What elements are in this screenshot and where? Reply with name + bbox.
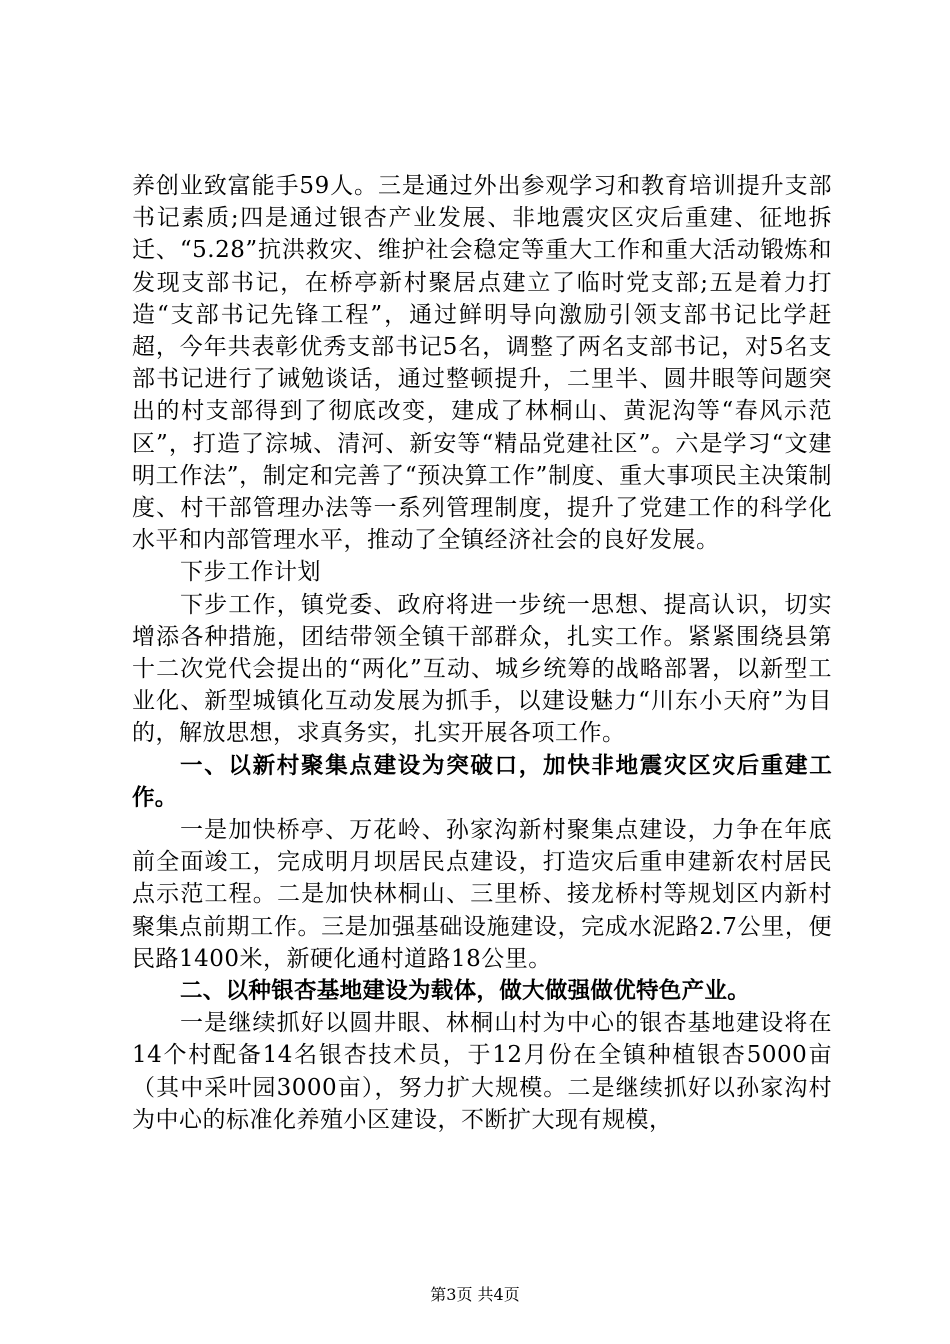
section-label-next-steps: 下步工作计划: [180, 559, 321, 586]
paragraph-continuation: 养创业致富能手59人。三是通过外出参观学习和教育培训提升支部书记素质;四是通过银杏产业发展、非地震灾区灾后重建、征地拆迁、“5.28”抗洪救灾、维护社会稳定等重大工作和重大活动锻炼和发现支部书记，在桥亭新村聚居点建立了临时党支部;五是着力打造“支部书记先锋工程”，通过鲜明导向激励引领支部书记比学赶超，今年共表彰优秀支部书记5名，调整了两名支部书记，对5名支部书记进行了诫勉谈话，通过整顿提升，二里半、圆井眼等问题突出的村支部得到了彻底改变，建成了林桐山、黄泥沟等“春风示范区”，打造了淙城、清河、新安等“精品党建社区”。六是学习“文建明工作法”，制定和完善了“预决算工作”制度、重大事项民主决策制度、村干部管理办法等一系列管理制度，提升了党建工作的科学化水平和内部管理水平，推动了全镇经济社会的良好发展。: [132, 173, 832, 554]
heading-section-two: 二、以种银杏基地建设为载体，做大做强做优特色产业。: [180, 978, 751, 1005]
document-body: [132, 170, 832, 1136]
paragraph-section-one: 一是加快桥亭、万花岭、孙家沟新村聚集点建设，力争在年底前全面竣工，完成明月坝居民点建设，打造灾后重申建新农村居民点示范工程。二是加快林桐山、三里桥、接龙桥村等规划区内新村聚集点前期工作。三是加强基础设施建设，完成水泥路2.7公里，便民路1400米，新硬化通村道路18公里。: [132, 817, 832, 972]
heading-section-one: 一、以新村聚集点建设为突破口，加快非地震灾区灾后重建工作。: [132, 752, 832, 811]
paragraph-plan-intro: 下步工作，镇党委、政府将进一步统一思想、提高认识，切实增添各种措施，团结带领全镇干部群众，扎实工作。紧紧围绕县第十二次党代会提出的“两化”互动、城乡统筹的战略部署，以新型工业化、新型城镇化互动发展为抓手，以建设魅力“川东小天府”为目的，解放思想，求真务实，扎实开展各项工作。: [132, 591, 832, 747]
paragraph-section-two: 一是继续抓好以圆井眼、林桐山村为中心的银杏基地建设将在14个村配备14名银杏技术员，于12月份在全镇种植银杏5000亩（其中采叶园3000亩），努力扩大规模。二是继续抓好以孙家沟村为中心的标准化养殖小区建设，不断扩大现有规模，: [132, 1010, 832, 1133]
page-footer: 第3页 共4页: [430, 1285, 520, 1304]
